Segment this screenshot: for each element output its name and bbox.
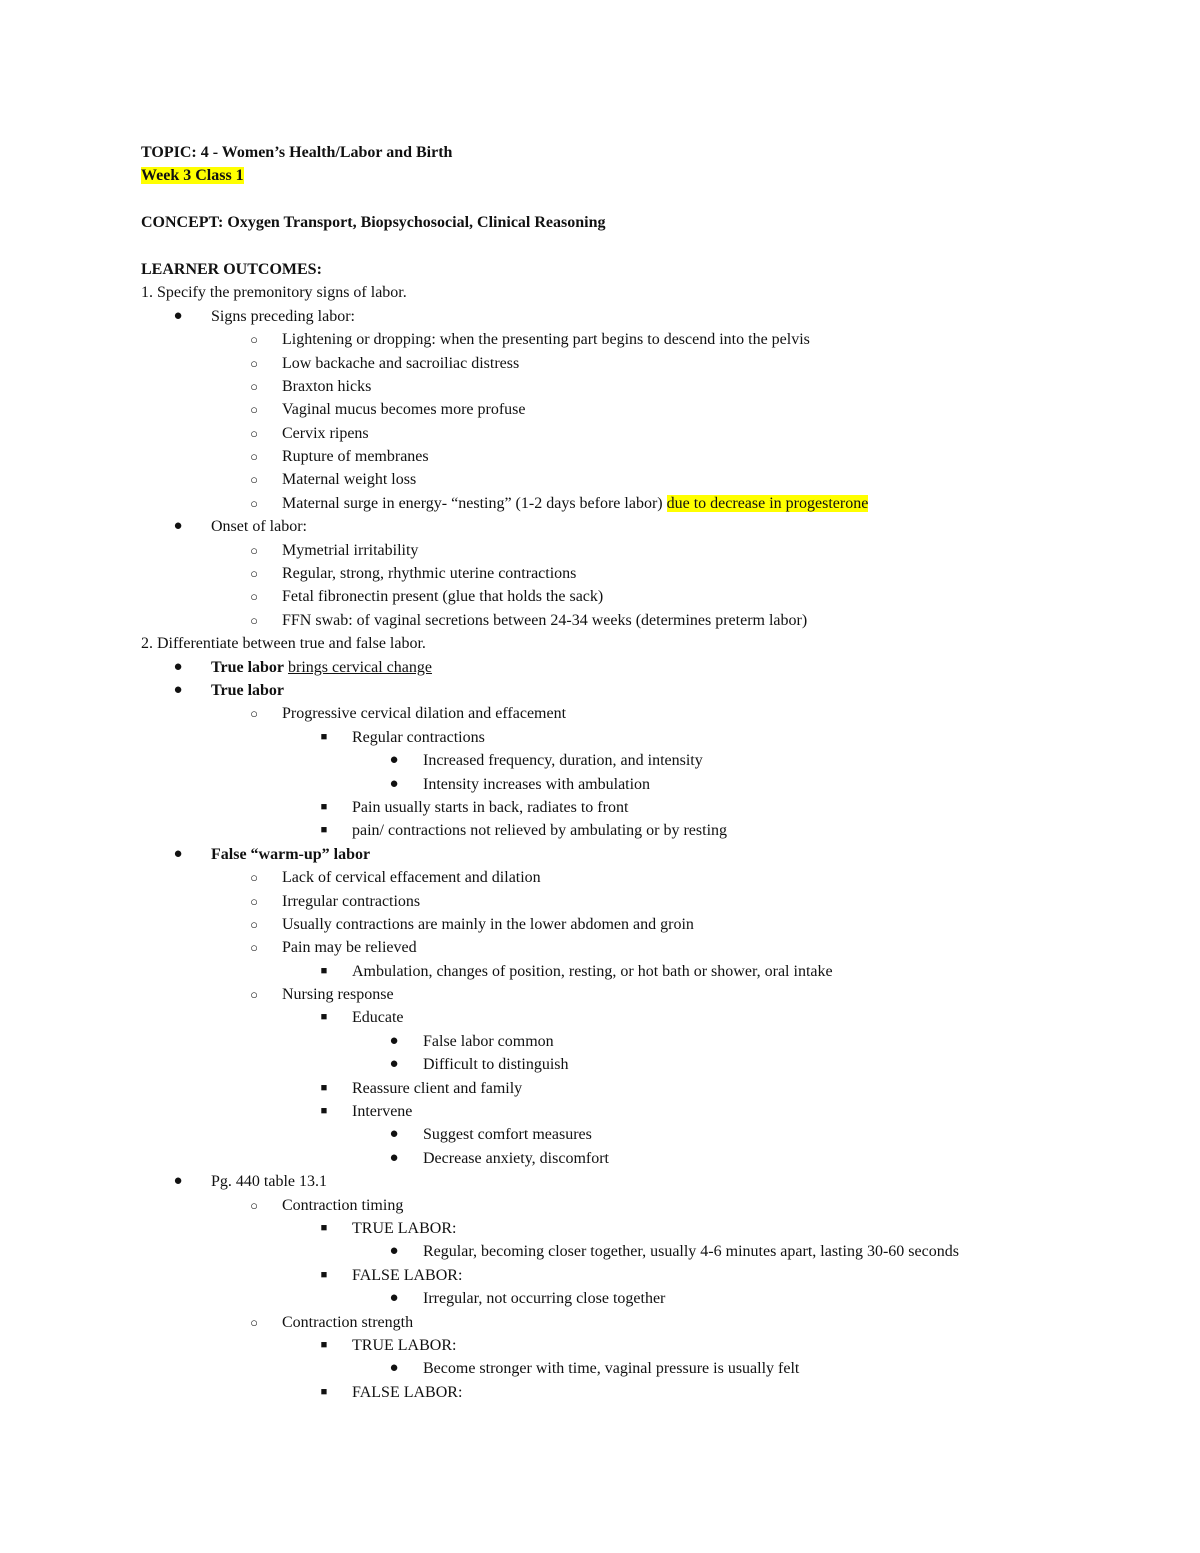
list-item: ○ Contraction strength bbox=[141, 1311, 1061, 1334]
bullet-icon bbox=[171, 305, 185, 328]
circle-bullet-icon bbox=[247, 468, 261, 491]
list-item: ○ Nursing response bbox=[141, 983, 1061, 1006]
list-item: ■ Intervene bbox=[141, 1100, 1061, 1123]
bullet-icon bbox=[387, 1287, 401, 1310]
circle-bullet-icon bbox=[247, 983, 261, 1006]
outcome-1-title: 1. Specify the premonitory signs of labor. bbox=[141, 284, 407, 302]
circle-bullet-icon bbox=[247, 936, 261, 959]
list-item: ○ Irregular contractions bbox=[141, 890, 1061, 913]
list-item: ○ Low backache and sacroiliac distress bbox=[141, 352, 1061, 375]
square-bullet-icon bbox=[317, 819, 331, 842]
bullet-icon bbox=[171, 1170, 185, 1193]
list-item: ○ Braxton hicks bbox=[141, 375, 1061, 398]
list-item: ● Suggest comfort measures bbox=[141, 1123, 1061, 1146]
document-page bbox=[141, 141, 1061, 1404]
list-item: ● Decrease anxiety, discomfort bbox=[141, 1147, 1061, 1170]
list-item: ■ Pain usually starts in back, radiates to front bbox=[141, 796, 1061, 819]
square-bullet-icon bbox=[317, 1264, 331, 1287]
circle-bullet-icon bbox=[247, 352, 261, 375]
list-item: ○ Mymetrial irritability bbox=[141, 539, 1061, 562]
list-item: ○ Maternal surge in energy- “nesting” (1-2 days before labor) due to decrease in progesterone bbox=[141, 492, 1061, 515]
square-bullet-icon bbox=[317, 1381, 331, 1404]
list-item: ● True labor brings cervical change bbox=[141, 656, 1061, 679]
list-item: ■ FALSE LABOR: bbox=[141, 1264, 1061, 1287]
square-bullet-icon bbox=[317, 960, 331, 983]
bullet-icon bbox=[387, 1240, 401, 1263]
concept-heading: CONCEPT: Oxygen Transport, Biopsychosocial, Clinical Reasoning bbox=[141, 214, 606, 232]
bullet-icon bbox=[171, 515, 185, 538]
list-item: ● False “warm-up” labor bbox=[141, 843, 1061, 866]
bullet-icon bbox=[387, 1053, 401, 1076]
circle-bullet-icon bbox=[247, 609, 261, 632]
circle-bullet-icon bbox=[247, 913, 261, 936]
list-item: ○ Contraction timing bbox=[141, 1194, 1061, 1217]
square-bullet-icon bbox=[317, 726, 331, 749]
list-item: ● False labor common bbox=[141, 1030, 1061, 1053]
circle-bullet-icon bbox=[247, 328, 261, 351]
list-item: ○ Cervix ripens bbox=[141, 422, 1061, 445]
outcome-2-title: 2. Differentiate between true and false labor. bbox=[141, 635, 426, 653]
outcomes-heading: LEARNER OUTCOMES: bbox=[141, 260, 322, 278]
bullet-icon bbox=[171, 843, 185, 866]
list-item: ● Signs preceding labor: bbox=[141, 305, 1061, 328]
list-item: ■ FALSE LABOR: bbox=[141, 1381, 1061, 1404]
list-item: ● Onset of labor: bbox=[141, 515, 1061, 538]
list-item: ■ pain/ contractions not relieved by ambulating or by resting bbox=[141, 819, 1061, 842]
list-item: ● Difficult to distinguish bbox=[141, 1053, 1061, 1076]
list-item: ■ Educate bbox=[141, 1006, 1061, 1029]
list-item: ○ Lack of cervical effacement and dilation bbox=[141, 866, 1061, 889]
circle-bullet-icon bbox=[247, 866, 261, 889]
circle-bullet-icon bbox=[247, 492, 261, 515]
list-item: ○ Vaginal mucus becomes more profuse bbox=[141, 398, 1061, 421]
circle-bullet-icon bbox=[247, 562, 261, 585]
bullet-icon bbox=[387, 1123, 401, 1146]
bullet-icon bbox=[387, 1147, 401, 1170]
list-item: ○ Regular, strong, rhythmic uterine contractions bbox=[141, 562, 1061, 585]
square-bullet-icon bbox=[317, 1077, 331, 1100]
list-item: ● Irregular, not occurring close together bbox=[141, 1287, 1061, 1310]
bullet-icon bbox=[171, 656, 185, 679]
list-item: ○ Pain may be relieved bbox=[141, 936, 1061, 959]
list-item: ■ Ambulation, changes of position, resting, or hot bath or shower, oral intake bbox=[141, 960, 1061, 983]
circle-bullet-icon bbox=[247, 702, 261, 725]
list-item: ○ Fetal fibronectin present (glue that holds the sack) bbox=[141, 585, 1061, 608]
circle-bullet-icon bbox=[247, 422, 261, 445]
list-item: ■ Reassure client and family bbox=[141, 1077, 1061, 1100]
week-label: Week 3 Class 1 bbox=[141, 167, 244, 185]
topic-heading: TOPIC: 4 - Women’s Health/Labor and Birth bbox=[141, 144, 453, 161]
square-bullet-icon bbox=[317, 1006, 331, 1029]
square-bullet-icon bbox=[317, 796, 331, 819]
list-item: ■ Regular contractions bbox=[141, 726, 1061, 749]
list-item: ○ FFN swab: of vaginal secretions between 24-34 weeks (determines preterm labor) bbox=[141, 609, 1061, 632]
list-item: ● Become stronger with time, vaginal pressure is usually felt bbox=[141, 1357, 1061, 1380]
list-item: ○ Usually contractions are mainly in the lower abdomen and groin bbox=[141, 913, 1061, 936]
circle-bullet-icon bbox=[247, 445, 261, 468]
circle-bullet-icon bbox=[247, 585, 261, 608]
circle-bullet-icon bbox=[247, 1311, 261, 1334]
circle-bullet-icon bbox=[247, 890, 261, 913]
circle-bullet-icon bbox=[247, 1194, 261, 1217]
bullet-icon bbox=[171, 679, 185, 702]
list-item: ● Pg. 440 table 13.1 bbox=[141, 1170, 1061, 1193]
list-item: ○ Maternal weight loss bbox=[141, 468, 1061, 491]
square-bullet-icon bbox=[317, 1100, 331, 1123]
circle-bullet-icon bbox=[247, 398, 261, 421]
circle-bullet-icon bbox=[247, 375, 261, 398]
circle-bullet-icon bbox=[247, 539, 261, 562]
bullet-icon bbox=[387, 773, 401, 796]
list-item: ● Intensity increases with ambulation bbox=[141, 773, 1061, 796]
list-item: ■ TRUE LABOR: bbox=[141, 1334, 1061, 1357]
list-item: ● Regular, becoming closer together, usually 4-6 minutes apart, lasting 30-60 seconds bbox=[141, 1240, 1061, 1263]
square-bullet-icon bbox=[317, 1334, 331, 1357]
bullet-icon bbox=[387, 1357, 401, 1380]
list-item: ○ Progressive cervical dilation and effacement bbox=[141, 702, 1061, 725]
bullet-icon bbox=[387, 1030, 401, 1053]
list-item: ● True labor bbox=[141, 679, 1061, 702]
highlighted-text: due to decrease in progesterone bbox=[666, 494, 869, 512]
square-bullet-icon bbox=[317, 1217, 331, 1240]
list-item: ○ Lightening or dropping: when the presenting part begins to descend into the pelvis bbox=[141, 328, 1061, 351]
bullet-icon bbox=[387, 749, 401, 772]
list-item: ○ Rupture of membranes bbox=[141, 445, 1061, 468]
list-item: ● Increased frequency, duration, and intensity bbox=[141, 749, 1061, 772]
list-item: ■ TRUE LABOR: bbox=[141, 1217, 1061, 1240]
